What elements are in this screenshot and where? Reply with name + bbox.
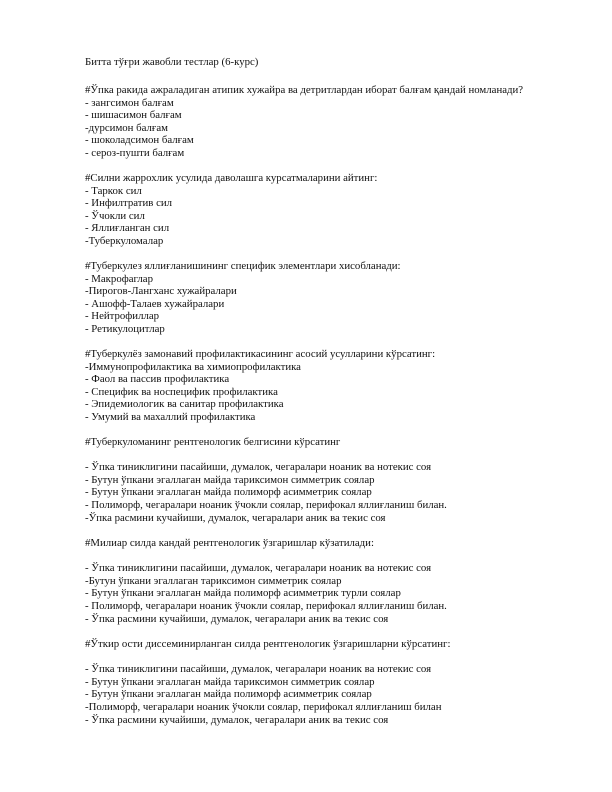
answer-option: -Туберкуломалар	[85, 234, 164, 247]
answer-option: - Бутун ўпкани эгаллаган майда полиморф асимметрик турли соялар	[85, 587, 401, 600]
question-text: #Туберкулёз замонавий профилактикасининг асосий усулларини кўрсатинг:	[85, 348, 436, 360]
answer-option: - Бутун ўпкани эгаллаган майда тариксимон симметрик соялар	[85, 473, 375, 486]
answer-option: - Ўпка тиниклигини пасайиши, думалок, чегаралари ноаник ва нотекис соя	[85, 461, 432, 474]
answer-option: - Бутун ўпкани эгаллаган майда полиморф асимметрик соялар	[85, 688, 372, 701]
answer-option: - Полиморф, чегаралари ноаник ўчокли соялар, перифокал яллиғланиш билан.	[85, 599, 447, 612]
answer-option: - Эпидемиологик ва санитар профилактика	[85, 398, 284, 411]
answer-option: - Ўпка расмини кучайиши, думалок, чегаралари аник ва текис соя	[85, 713, 389, 726]
question-text: #Силни жаррохлик усулида даволашга курсатмаларини айтинг:	[85, 172, 378, 184]
answer-option: - зангсимон балғам	[85, 96, 174, 109]
answer-option: - Ашофф-Талаев хужайралари	[85, 297, 225, 310]
question-block-6	[85, 537, 447, 625]
answer-option: - Макрофаглар	[85, 272, 153, 285]
answer-option: - Таркок сил	[85, 184, 142, 197]
question-text: #Милиар силда кандай рентгенологик ўзгаришлар кўзатилади:	[85, 537, 374, 549]
answer-option: -Полиморф, чегаралари ноаник ўчокли соялар, перифокал яллиғланиш билан	[85, 700, 442, 713]
answer-option: -Иммунопрофилактика ва химиопрофилактика	[85, 360, 301, 373]
question-text: #Туберкулез яллиғланишининг специфик элементлари хисобланади:	[85, 260, 401, 272]
answer-option: - Бутун ўпкани эгаллаган майда тариксимон симметрик соялар	[85, 675, 375, 688]
answer-option: - Специфик ва носпецифик профилактика	[85, 385, 278, 398]
question-block-3	[85, 260, 401, 336]
answer-option: - Полиморф, чегаралари ноаник ўчокли соялар, перифокал яллиғланиш билан.	[85, 498, 447, 511]
answer-option: -Ўпка расмини кучайиши, думалок, чегаралари аник ва текис соя	[85, 511, 386, 524]
answer-option: - шоколадсимон балғам	[85, 134, 194, 147]
answer-option: - Фаол ва пассив профилактика	[85, 373, 230, 386]
answer-option: - Ўчокли сил	[85, 209, 145, 222]
question-text: #Туберкуломанинг рентгенологик белгисини кўрсатинг	[85, 436, 341, 448]
answer-option: - Ўпка расмини кучайиши, думалок, чегаралари аник ва текис соя	[85, 612, 389, 625]
answer-option: - Бутун ўпкани эгаллаган майда полиморф асимметрик соялар	[85, 486, 372, 499]
question-block-4	[85, 348, 435, 424]
question-block-7	[85, 638, 450, 726]
question-block-5	[85, 436, 447, 524]
answer-option: -Бутун ўпкани эгаллаган тариксимон симметрик соялар	[85, 574, 342, 587]
answer-option: - Ўпка тиниклигини пасайиши, думалок, чегаралари ноаник ва нотекис соя	[85, 663, 432, 676]
answer-option: - Ретикулоцитлар	[85, 322, 165, 335]
answer-option: - Инфилтратив сил	[85, 197, 173, 210]
question-text: #Ўткир ости диссеминирланган силда рентгенологик ўзгаришларни кўрсатинг:	[85, 638, 451, 650]
question-block-1	[85, 84, 523, 160]
answer-option: - сероз-пушти балғам	[85, 146, 185, 159]
answer-option: - Яллиғланган сил	[85, 222, 170, 235]
question-text: #Ўпка ракида ажраладиган атипик хужайра ва детритлардан иборат балғам қандай номланади?	[85, 84, 524, 96]
answer-option: - Умумий ва махаллий профилактика	[85, 410, 256, 423]
answer-option: - Ўпка тиниклигини пасайиши, думалок, чегаралари ноаник ва нотекис соя	[85, 562, 432, 575]
answer-option: -Пирогов-Лангханс хужайралари	[85, 285, 237, 298]
answer-option: -дурсимон балғам	[85, 121, 168, 134]
answer-option: - шишасимон балғам	[85, 109, 182, 122]
answer-option: - Нейтрофиллар	[85, 310, 160, 323]
question-block-2	[85, 172, 377, 248]
page-title: Битта тўғри жавобли тестлар (6-курс)	[85, 56, 259, 68]
